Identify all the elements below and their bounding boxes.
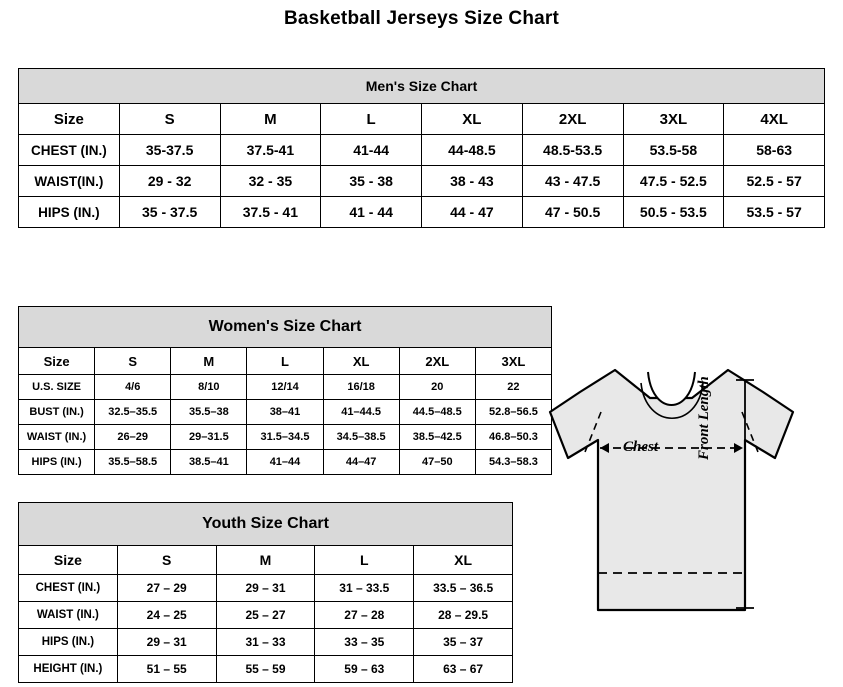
cell-value: 46.8–50.3 [475, 425, 551, 450]
cell-value: 35.5–38 [171, 400, 247, 425]
cell-value: 34.5–38.5 [323, 425, 399, 450]
mens-chart-caption: Men's Size Chart [19, 69, 825, 104]
cell-value: 8/10 [171, 375, 247, 400]
cell-value: 32 - 35 [220, 166, 321, 197]
cell-value: 26–29 [95, 425, 171, 450]
cell-value: 54.3–58.3 [475, 450, 551, 475]
column-header-size: Size [19, 348, 95, 375]
column-header-m: M [171, 348, 247, 375]
column-header-size: Size [19, 104, 120, 135]
cell-value: 44 - 47 [422, 197, 523, 228]
cell-value: 4/6 [95, 375, 171, 400]
cell-value: 41-44 [321, 135, 422, 166]
column-header-m: M [220, 104, 321, 135]
cell-value: 37.5 - 41 [220, 197, 321, 228]
chest-measure-label: Chest [623, 439, 659, 455]
table-row [19, 375, 552, 400]
cell-value: 20 [399, 375, 475, 400]
table-row [19, 166, 825, 197]
cell-value: 31 – 33.5 [315, 575, 414, 602]
column-header-3xl: 3XL [623, 104, 724, 135]
cell-value: 44–47 [323, 450, 399, 475]
table-row [19, 425, 552, 450]
column-header-s: S [95, 348, 171, 375]
table-row [19, 602, 513, 629]
table-row [19, 450, 552, 475]
row-label-chest: CHEST (IN.) [19, 135, 120, 166]
row-label-waist: WAIST (IN.) [19, 425, 95, 450]
table-header-row [19, 104, 825, 135]
table-header-row [19, 348, 552, 375]
mens-size-chart-table [18, 68, 825, 228]
row-label-hips: HIPS (IN.) [19, 197, 120, 228]
womens-size-chart-table [18, 306, 552, 475]
cell-value: 47–50 [399, 450, 475, 475]
cell-value: 47 - 50.5 [522, 197, 623, 228]
youth-chart-caption: Youth Size Chart [19, 503, 513, 546]
table-caption-row [19, 503, 513, 546]
row-label-waist: WAIST(IN.) [19, 166, 120, 197]
cell-value: 12/14 [247, 375, 323, 400]
cell-value: 31 – 33 [216, 629, 315, 656]
cell-value: 41–44 [247, 450, 323, 475]
cell-value: 38 - 43 [422, 166, 523, 197]
row-label-waist: WAIST (IN.) [19, 602, 118, 629]
cell-value: 24 – 25 [117, 602, 216, 629]
row-label-us-size: U.S. SIZE [19, 375, 95, 400]
cell-value: 25 – 27 [216, 602, 315, 629]
cell-value: 35.5–58.5 [95, 450, 171, 475]
row-label-chest: CHEST (IN.) [19, 575, 118, 602]
row-label-height: HEIGHT (IN.) [19, 656, 118, 683]
column-header-xl: XL [414, 546, 513, 575]
cell-value: 58-63 [724, 135, 825, 166]
cell-value: 38.5–41 [171, 450, 247, 475]
cell-value: 53.5 - 57 [724, 197, 825, 228]
cell-value: 27 – 29 [117, 575, 216, 602]
jersey-illustration-icon [540, 360, 835, 670]
cell-value: 35 - 38 [321, 166, 422, 197]
table-row [19, 656, 513, 683]
womens-chart-caption: Women's Size Chart [19, 307, 552, 348]
table-row [19, 197, 825, 228]
row-label-hips: HIPS (IN.) [19, 450, 95, 475]
column-header-l: L [315, 546, 414, 575]
cell-value: 38–41 [247, 400, 323, 425]
column-header-s: S [117, 546, 216, 575]
column-header-4xl: 4XL [724, 104, 825, 135]
cell-value: 27 – 28 [315, 602, 414, 629]
cell-value: 47.5 - 52.5 [623, 166, 724, 197]
cell-value: 44-48.5 [422, 135, 523, 166]
table-header-row [19, 546, 513, 575]
column-header-2xl: 2XL [399, 348, 475, 375]
cell-value: 55 – 59 [216, 656, 315, 683]
cell-value: 28 – 29.5 [414, 602, 513, 629]
table-row [19, 629, 513, 656]
page-title: Basketball Jerseys Size Chart [283, 8, 560, 29]
cell-value: 29–31.5 [171, 425, 247, 450]
table-caption-row [19, 307, 552, 348]
cell-value: 16/18 [323, 375, 399, 400]
cell-value: 31.5–34.5 [247, 425, 323, 450]
cell-value: 22 [475, 375, 551, 400]
cell-value: 41 - 44 [321, 197, 422, 228]
column-header-m: M [216, 546, 315, 575]
column-header-l: L [321, 104, 422, 135]
table-row [19, 575, 513, 602]
cell-value: 52.5 - 57 [724, 166, 825, 197]
cell-value: 51 – 55 [117, 656, 216, 683]
cell-value: 48.5-53.5 [522, 135, 623, 166]
row-label-hips: HIPS (IN.) [19, 629, 118, 656]
cell-value: 35 – 37 [414, 629, 513, 656]
cell-value: 29 – 31 [117, 629, 216, 656]
column-header-xl: XL [323, 348, 399, 375]
cell-value: 32.5–35.5 [95, 400, 171, 425]
cell-value: 35 - 37.5 [119, 197, 220, 228]
cell-value: 44.5–48.5 [399, 400, 475, 425]
column-header-size: Size [19, 546, 118, 575]
table-row [19, 135, 825, 166]
cell-value: 29 – 31 [216, 575, 315, 602]
row-label-bust: BUST (IN.) [19, 400, 95, 425]
column-header-2xl: 2XL [522, 104, 623, 135]
cell-value: 52.8–56.5 [475, 400, 551, 425]
jersey-measurement-diagram [540, 360, 835, 670]
cell-value: 29 - 32 [119, 166, 220, 197]
cell-value: 41–44.5 [323, 400, 399, 425]
column-header-3xl: 3XL [475, 348, 551, 375]
youth-size-chart-table [18, 502, 513, 683]
cell-value: 43 - 47.5 [522, 166, 623, 197]
table-row [19, 400, 552, 425]
cell-value: 53.5-58 [623, 135, 724, 166]
column-header-xl: XL [422, 104, 523, 135]
cell-value: 38.5–42.5 [399, 425, 475, 450]
cell-value: 33 – 35 [315, 629, 414, 656]
table-caption-row [19, 69, 825, 104]
column-header-s: S [119, 104, 220, 135]
cell-value: 37.5-41 [220, 135, 321, 166]
column-header-l: L [247, 348, 323, 375]
front-length-measure-label: Front Length [696, 376, 712, 460]
cell-value: 35-37.5 [119, 135, 220, 166]
cell-value: 33.5 – 36.5 [414, 575, 513, 602]
cell-value: 50.5 - 53.5 [623, 197, 724, 228]
cell-value: 63 – 67 [414, 656, 513, 683]
cell-value: 59 – 63 [315, 656, 414, 683]
